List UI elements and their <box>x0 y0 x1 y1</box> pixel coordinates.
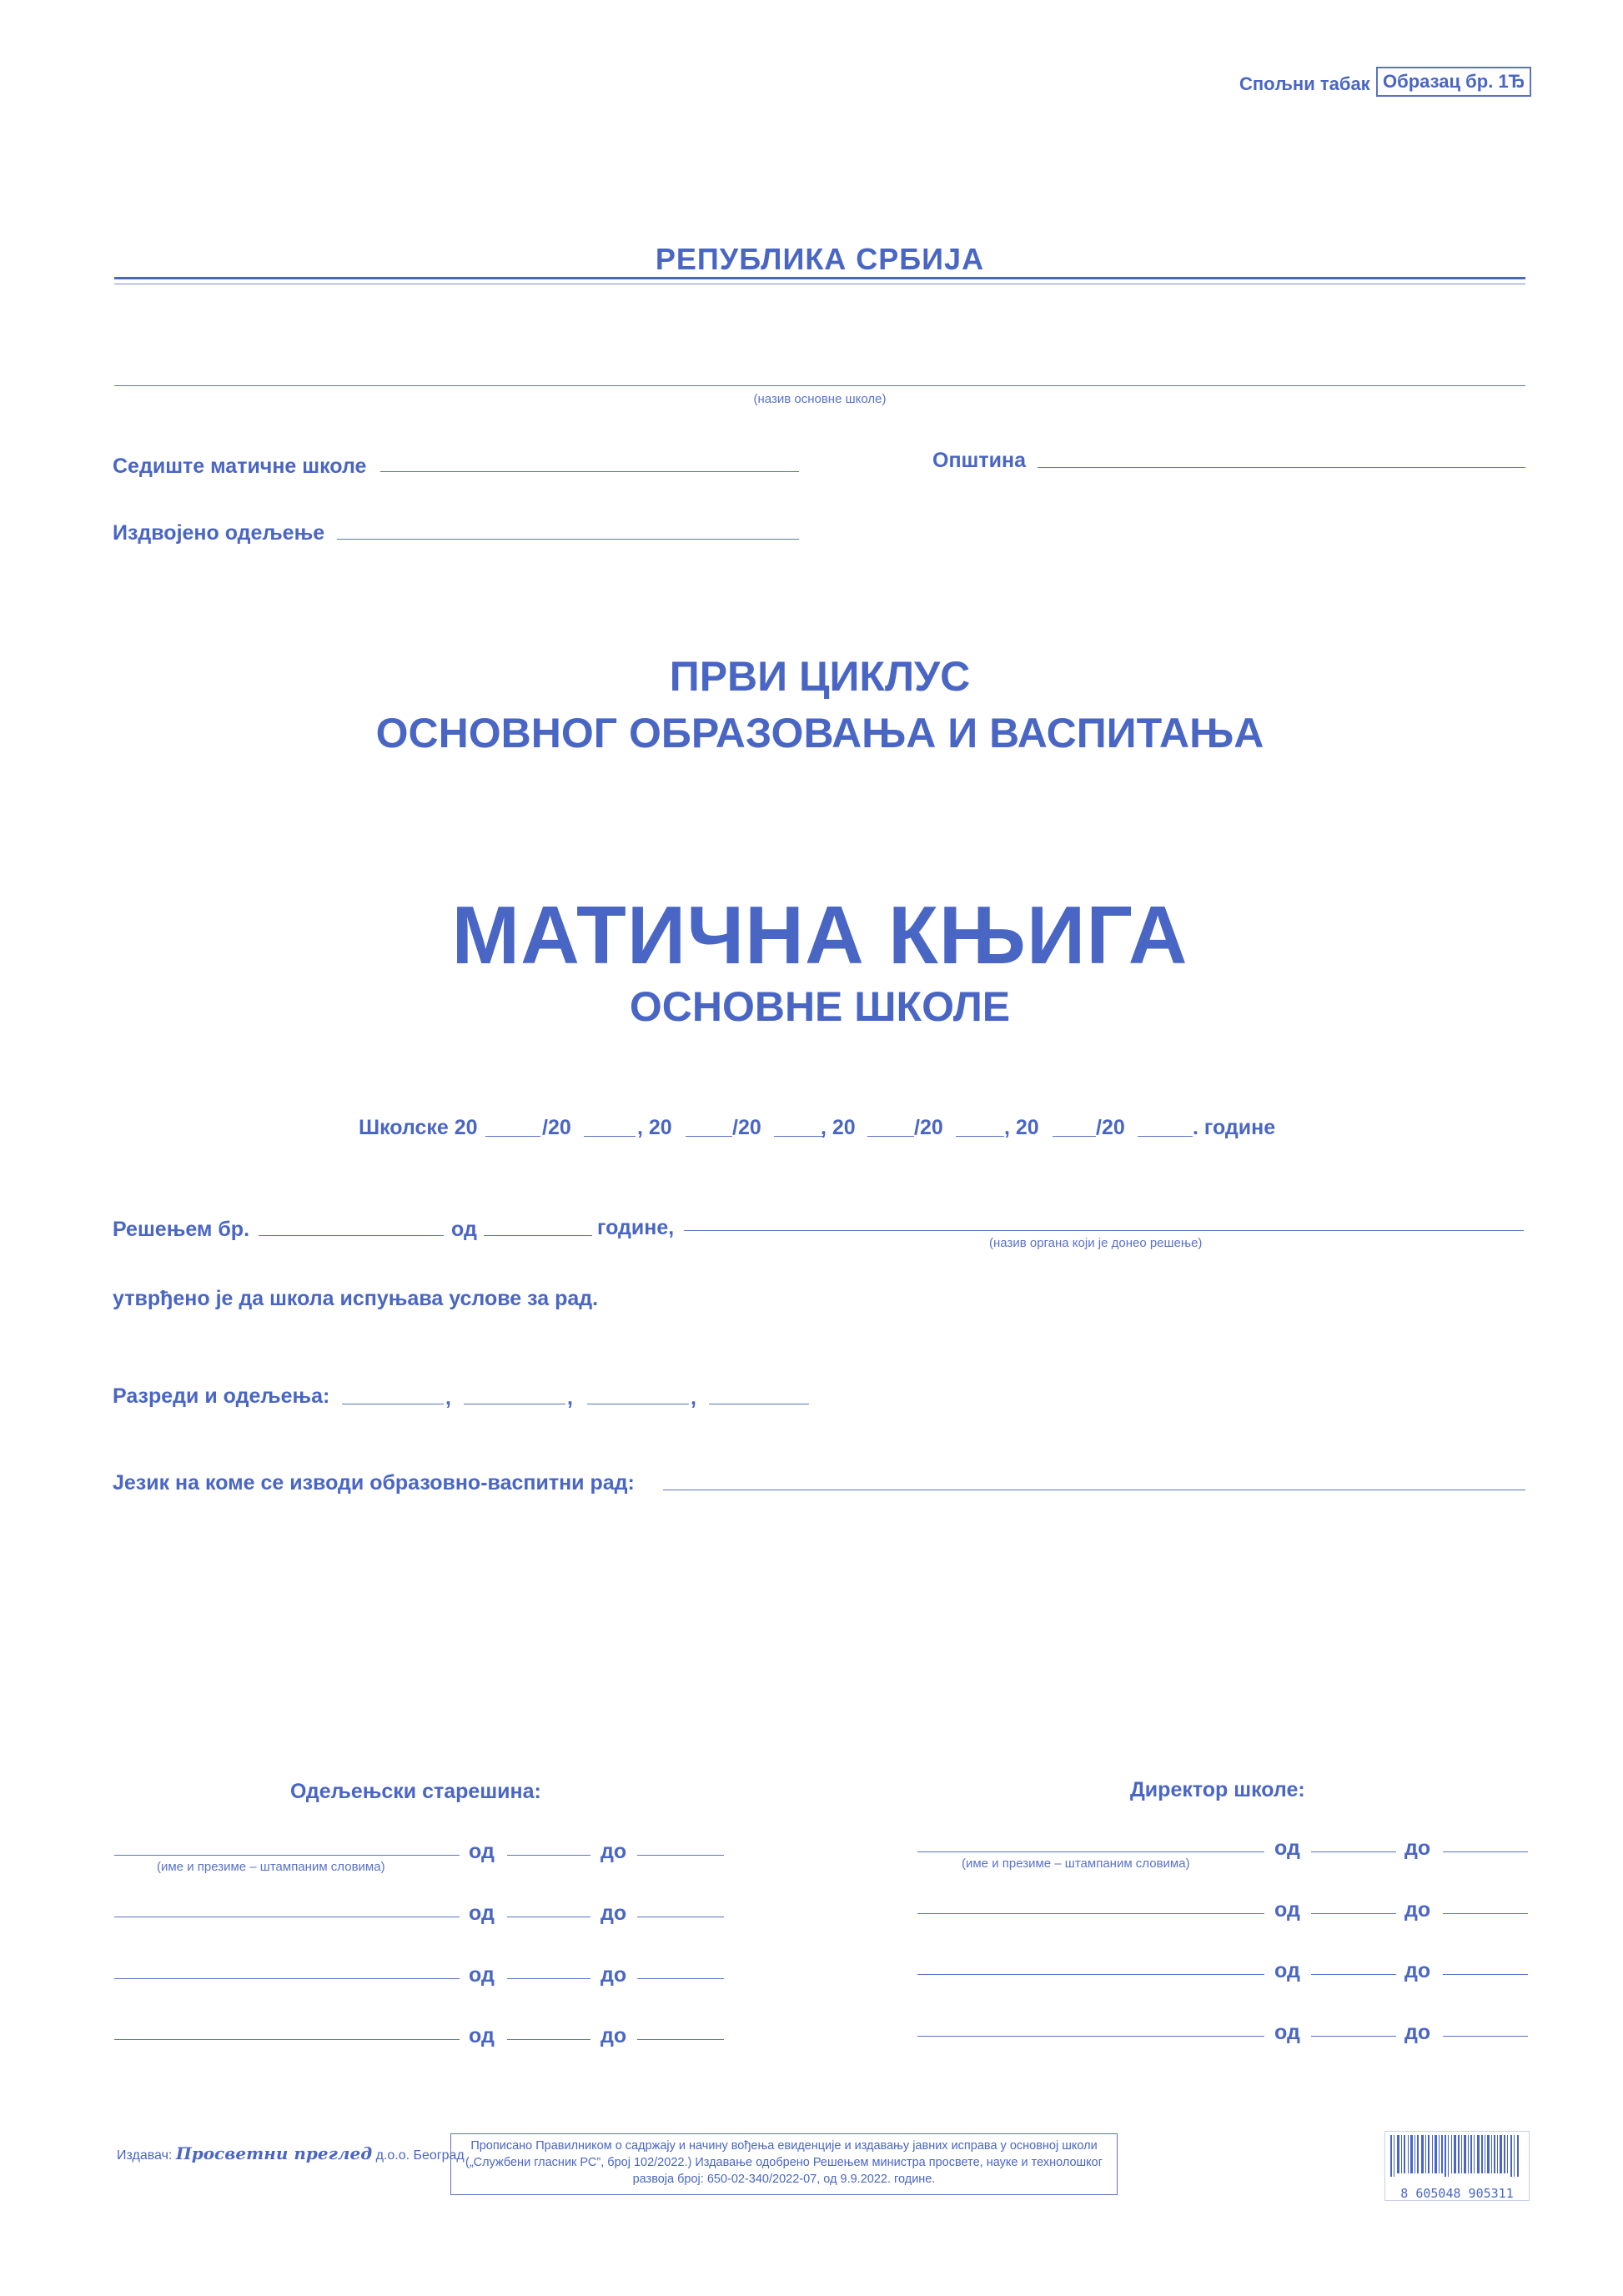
director-do-4: до <box>1404 2021 1431 2044</box>
publisher <box>117 2143 465 2163</box>
director-od-3: од <box>1274 1959 1300 1982</box>
decision-organ-line[interactable] <box>684 1230 1524 1231</box>
seat-label: Седиште матичне школе <box>113 455 367 478</box>
year-slash-1: /20 <box>542 1116 571 1139</box>
teacher-od-4: од <box>469 2024 495 2047</box>
teacher-do-4: до <box>600 2024 627 2047</box>
grades-comma-1: , <box>445 1386 451 1409</box>
regulation-text: Прописано Правилником о садржају и начину вођења евиденције и издавању јавних исправа у основној школи („Службени гласник РС”, број 102/2022.) Издавање одобрено Решењем министра просвете, науке и технолошког развоја број: 650-02-340/2022-07, од 9.9.2022. године. <box>465 2139 1103 2186</box>
teacher-name-caption: (име и презиме – штампаним словима) <box>157 1860 385 1874</box>
language-label: Језик на коме се изводи образовно-васпитни рад: <box>113 1471 635 1495</box>
director-do-3: до <box>1404 1959 1431 1982</box>
teacher-do-1: до <box>600 1840 627 1863</box>
year-blank-4[interactable] <box>774 1136 824 1137</box>
director-od-line-1[interactable] <box>1311 1851 1396 1852</box>
grades-comma-3: , <box>691 1386 696 1409</box>
year-blank-3[interactable] <box>686 1136 732 1137</box>
school-years-prefix: Школске 20 <box>359 1116 478 1139</box>
director-heading: Директор школе: <box>1130 1778 1305 1801</box>
year-slash-3: /20 <box>914 1116 943 1139</box>
year-blank-2[interactable] <box>584 1136 636 1137</box>
cycle-line1: ПРВИ ЦИКЛУС <box>669 653 971 700</box>
decision-label: Решењем бр. <box>113 1218 250 1241</box>
director-name-line-1[interactable] <box>917 1851 1264 1852</box>
republic-rule-thick <box>114 277 1525 279</box>
teacher-od-line-1[interactable] <box>507 1855 590 1856</box>
publisher-suffix: д.о.о. Београд <box>375 2148 465 2163</box>
teacher-do-line-4[interactable] <box>637 2039 724 2040</box>
teacher-name-line-1[interactable] <box>114 1855 460 1856</box>
director-name-line-3[interactable] <box>917 1974 1264 1975</box>
teacher-name-line-4[interactable] <box>114 2039 460 2040</box>
decision-from-label: од <box>451 1218 477 1241</box>
form-number-box <box>1376 67 1531 97</box>
year-blank-1[interactable] <box>485 1136 540 1137</box>
decision-confirmed: утврђено је да школа испуњава услове за рад. <box>113 1287 599 1310</box>
teacher-od-line-3[interactable] <box>507 1978 590 1979</box>
teacher-od-line-4[interactable] <box>507 2039 590 2040</box>
subtitle: ОСНОВНЕ ШКОЛЕ <box>629 983 1011 1030</box>
year-comma-2: , 20 <box>637 1116 672 1139</box>
director-name-line-2[interactable] <box>917 1913 1264 1914</box>
director-do-2: до <box>1404 1898 1431 1922</box>
cycle-line2: ОСНОВНОГ ОБРАЗОВАЊА И ВАСПИТАЊА <box>375 710 1264 756</box>
decision-number-line[interactable] <box>259 1235 444 1236</box>
municipality-line[interactable] <box>1038 467 1525 468</box>
director-od-4: од <box>1274 2021 1300 2044</box>
director-do-line-2[interactable] <box>1443 1913 1528 1914</box>
school-name-line[interactable] <box>114 385 1525 386</box>
year-blank-5[interactable] <box>867 1136 914 1137</box>
seat-line[interactable] <box>380 471 799 472</box>
director-od-2: од <box>1274 1898 1300 1922</box>
form-number: Образац бр. 1Ђ <box>1383 71 1525 92</box>
teacher-od-3: од <box>469 1963 495 1987</box>
teacher-do-line-3[interactable] <box>637 1978 724 1979</box>
barcode <box>1384 2131 1530 2201</box>
year-comma-4: , 20 <box>1004 1116 1039 1139</box>
branch-line[interactable] <box>337 539 799 540</box>
municipality-label: Општина <box>932 449 1026 472</box>
decision-year-label: године, <box>597 1216 675 1239</box>
year-blank-8[interactable] <box>1138 1136 1193 1137</box>
director-od-1: од <box>1274 1836 1300 1860</box>
outer-sheet-label: Спољни табак <box>1239 73 1370 94</box>
teacher-od-1: од <box>469 1840 495 1863</box>
year-comma-3: , 20 <box>821 1116 856 1139</box>
teacher-do-2: до <box>600 1902 627 1925</box>
year-blank-7[interactable] <box>1053 1136 1096 1137</box>
director-od-line-2[interactable] <box>1311 1913 1396 1914</box>
teacher-name-line-3[interactable] <box>114 1978 460 1979</box>
decision-organ-caption: (назив органа који је донео решење) <box>989 1236 1203 1250</box>
school-name-caption: (назив основне школе) <box>753 392 887 406</box>
director-do-line-1[interactable] <box>1443 1851 1528 1852</box>
director-od-line-3[interactable] <box>1311 1974 1396 1975</box>
year-slash-4: /20 <box>1096 1116 1125 1139</box>
publisher-prefix: Издавач: <box>117 2148 173 2163</box>
main-title: МАТИЧНА КЊИГА <box>451 889 1188 981</box>
branch-label: Издвојено одељење <box>113 521 325 545</box>
teacher-do-line-1[interactable] <box>637 1855 724 1856</box>
republic-title: РЕПУБЛИКА СРБИЈА <box>655 242 985 276</box>
teacher-do-3: до <box>600 1963 627 1987</box>
director-do-1: до <box>1404 1836 1431 1860</box>
decision-date-line[interactable] <box>484 1235 592 1236</box>
director-do-line-3[interactable] <box>1443 1974 1528 1975</box>
director-do-line-4[interactable] <box>1443 2036 1528 2037</box>
year-slash-2: /20 <box>732 1116 761 1139</box>
regulation-box <box>450 2133 1118 2195</box>
publisher-logo: Просветни преглед <box>175 2143 373 2163</box>
class-teacher-heading: Одељењски старешина: <box>290 1780 541 1803</box>
director-name-caption: (име и презиме – штампаним словима) <box>962 1856 1190 1871</box>
grades-comma-2: , <box>567 1386 573 1409</box>
year-blank-6[interactable] <box>956 1136 1004 1137</box>
grades-label: Разреди и одељења: <box>113 1384 330 1408</box>
director-name-line-4[interactable] <box>917 2036 1264 2037</box>
director-od-line-4[interactable] <box>1311 2036 1396 2037</box>
school-years-suffix: . године <box>1193 1116 1276 1139</box>
barcode-number: 8 605048 905311 <box>1400 2186 1514 2201</box>
teacher-od-2: од <box>469 1902 495 1925</box>
barcode-bars-icon <box>1385 2132 1529 2180</box>
